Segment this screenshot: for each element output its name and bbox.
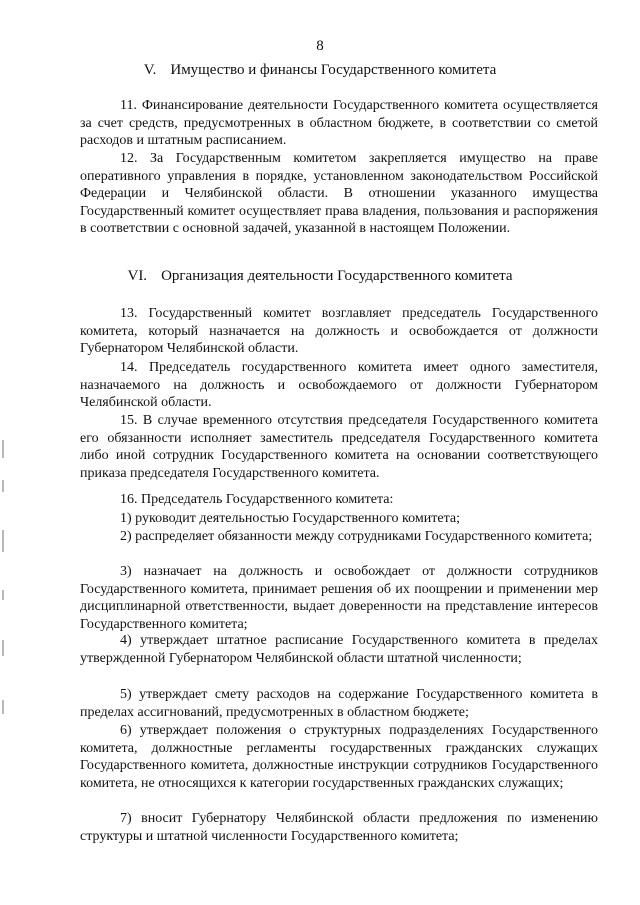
list-item-2: 2) распределяет обязанности между сотрудниками Государственного комитета; [120, 529, 593, 544]
list-item-5: 5) утверждает смету расходов на содержание Государственного комитета в пределах ассигнований, предусмотренных в областном бюджете; [80, 687, 598, 720]
paragraph-15: 15. В случае временного отсутствия председателя Государственного комитета его обязанности исполняет заместитель председателя Государственного комитета либо иной сотрудник Государственного комитета на основании соответствующего приказа председателя Государственного комитета. [80, 413, 598, 481]
section-title: Организация деятельности Государственного комитета [161, 268, 513, 284]
section-number: V. [143, 62, 157, 78]
page-number: 8 [316, 38, 324, 54]
list-item-6: 6) утверждает положения о структурных подразделениях Государственного комитета, должностные регламенты государственных гражданских служащих Государственного комитета, должностные инструкции сотрудников Государственного комитета, не относящихся к категории государственных гражданских служащих; [80, 723, 598, 791]
scan-margin-marks [2, 440, 5, 740]
paragraph-14: 14. Председатель государственного комитета имеет одного заместителя, назначаемого на должность и освобождаемого от должности Губернатором Челябинской области. [80, 360, 598, 411]
paragraph-16: 16. Председатель Государственного комитета: [120, 492, 394, 507]
section-title: Имущество и финансы Государственного комитета [170, 62, 497, 78]
list-item-4: 4) утверждает штатное расписание Государственного комитета в пределах утвержденной Губернатором Челябинской области штатной численности; [80, 633, 598, 666]
section-heading-vi [0, 268, 640, 285]
paragraph-11: 11. Финансирование деятельности Государственного комитета осуществляется за счет средств, предусмотренных в областном бюджете, в соответствии со сметой расходов и штатным расписанием. [80, 98, 598, 149]
paragraph-12: 12. За Государственным комитетом закрепляется имущество на праве оперативного управления в порядке, установленном законодательством Российской Федерации и Челябинской области. В отношении указанного имущества Государственный комитет осуществляет права владения, пользования и распоряжения в соответствии с основной задачей, указанной в настоящем Положении. [80, 151, 598, 237]
list-item-1: 1) руководит деятельностью Государственного комитета; [120, 511, 460, 526]
list-item-3: 3) назначает на должность и освобождает от должности сотрудников Государственного комитета, принимает решения об их поощрении и применении мер дисциплинарной ответственности, выдает доверенности на представление интересов Государственного комитета; [80, 564, 598, 632]
section-heading-v [0, 62, 640, 79]
list-item-7: 7) вносит Губернатору Челябинской области предложения по изменению структуры и штатной численности Государственного комитета; [80, 811, 598, 844]
paragraph-13: 13. Государственный комитет возглавляет председатель Государственного комитета, который назначается на должность и освобождается от должности Губернатором Челябинской области. [80, 306, 598, 357]
section-number: VI. [127, 268, 148, 284]
